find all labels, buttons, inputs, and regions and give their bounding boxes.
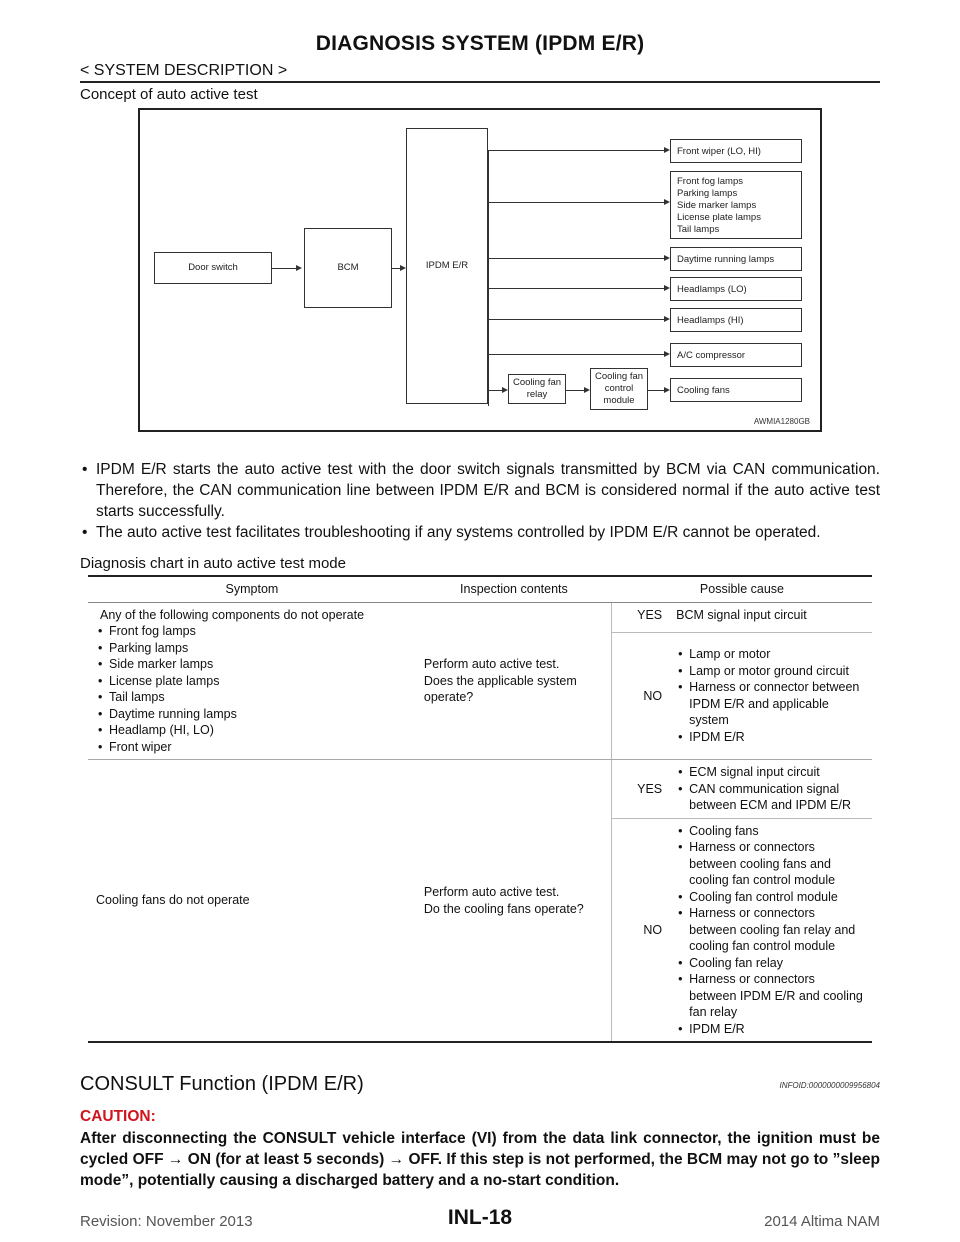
output-ac-compressor: A/C compressor (670, 343, 802, 367)
output-front-wiper: Front wiper (LO, HI) (670, 139, 802, 163)
lamp-group-item: Side marker lamps (677, 200, 757, 211)
section-label: < SYSTEM DESCRIPTION > (80, 62, 288, 79)
concept-caption: Concept of auto active test (80, 86, 258, 103)
row1-symptom: Any of the following components do not operate • Front fog lamps • Parking lamps • Side marker lamps • License plate lamps • Tail lamps • Daytime running lamps • Headlamp (HI, LO) • Front wiper (88, 602, 416, 760)
cooling-fan-relay-box: Cooling fan relay (508, 374, 566, 404)
header-symptom: Symptom (88, 576, 416, 602)
row1-inspection: Perform auto active test. Does the applicable system operate? (416, 602, 612, 760)
footer-revision: Revision: November 2013 (80, 1213, 253, 1230)
lamp-group-item: License plate lamps (677, 212, 761, 223)
row2-yes: YES (612, 760, 668, 819)
diagnosis-table (88, 575, 872, 1043)
output-headlamps-hi: Headlamps (HI) (670, 308, 802, 332)
diagnosis-chart-caption: Diagnosis chart in auto active test mode (80, 555, 346, 572)
row2-yes-causes: • ECM signal input circuit • CAN communication signal between ECM and IPDM E/R (668, 760, 872, 819)
caution-text: After disconnecting the CONSULT vehicle interface (VI) from the data link connector, the ignition must be cycled OFF → ON (for at least 5 seconds) → OFF. If this step is not performed, the BCM may not go to ”sleep mode”, potentially causing a discharged battery and a no-start condition. (80, 1130, 880, 1189)
row1-yes: YES (612, 602, 668, 632)
row1-no-causes: • Lamp or motor • Lamp or motor ground circuit • Harness or connector between IPDM E/R and applicable system • IPDM E/R (668, 632, 872, 759)
row2-inspection: Perform auto active test. Do the cooling fans operate? (416, 760, 612, 1043)
row1-yes-cause: BCM signal input circuit (668, 602, 872, 632)
row2-no: NO (612, 818, 668, 1042)
header-possible-cause: Possible cause (612, 576, 872, 602)
lamp-group-item: Parking lamps (677, 188, 738, 199)
output-cooling-fans: Cooling fans (670, 378, 802, 402)
auto-active-test-diagram (138, 108, 822, 432)
page-title: DIAGNOSIS SYSTEM (IPDM E/R) (315, 32, 645, 55)
row2-no-causes: • Cooling fans • Harness or connectors between cooling fans and cooling fan control module • Cooling fan control module • Harness or connectors between cooling fan relay and cooling fan control module • Cooling fan relay • Harness or connectors between IPDM E/R and cooling fan relay • IPDM E/R (668, 818, 872, 1042)
ipdm-box: IPDM E/R (406, 128, 488, 404)
description-bullets (80, 459, 880, 543)
page-number: INL-18 (447, 1206, 513, 1229)
bullet-item: • IPDM E/R starts the auto active test with the door switch signals transmitted by BCM via CAN communication. Therefore, the CAN communication line between IPDM E/R and BCM is considered normal if the auto active test starts successfully. (80, 459, 880, 522)
consult-heading: CONSULT Function (IPDM E/R) (80, 1073, 364, 1095)
info-id: INFOID:0000000009956804 (779, 1081, 880, 1090)
header-rule (80, 81, 880, 83)
figure-id: AWMIA1280GB (753, 417, 810, 426)
row2-symptom: Cooling fans do not operate (88, 760, 416, 1043)
lamp-group-item: Tail lamps (677, 224, 720, 235)
bcm-box: BCM (304, 228, 392, 308)
lamp-group-item: Front fog lamps (677, 176, 743, 187)
row1-no: NO (612, 632, 668, 759)
output-lamp-group (670, 171, 802, 239)
bullet-item: • The auto active test facilitates troubleshooting if any systems controlled by IPDM E/R cannot be operated. (80, 522, 880, 543)
cooling-fan-control-module-box: Cooling fan control module (590, 368, 648, 410)
header-inspection: Inspection contents (416, 576, 612, 602)
output-daytime-running-lamps: Daytime running lamps (670, 247, 802, 271)
output-headlamps-lo: Headlamps (LO) (670, 277, 802, 301)
caution-label: CAUTION: (80, 1108, 156, 1125)
footer-model: 2014 Altima NAM (764, 1213, 880, 1230)
door-switch-box: Door switch (154, 252, 272, 284)
